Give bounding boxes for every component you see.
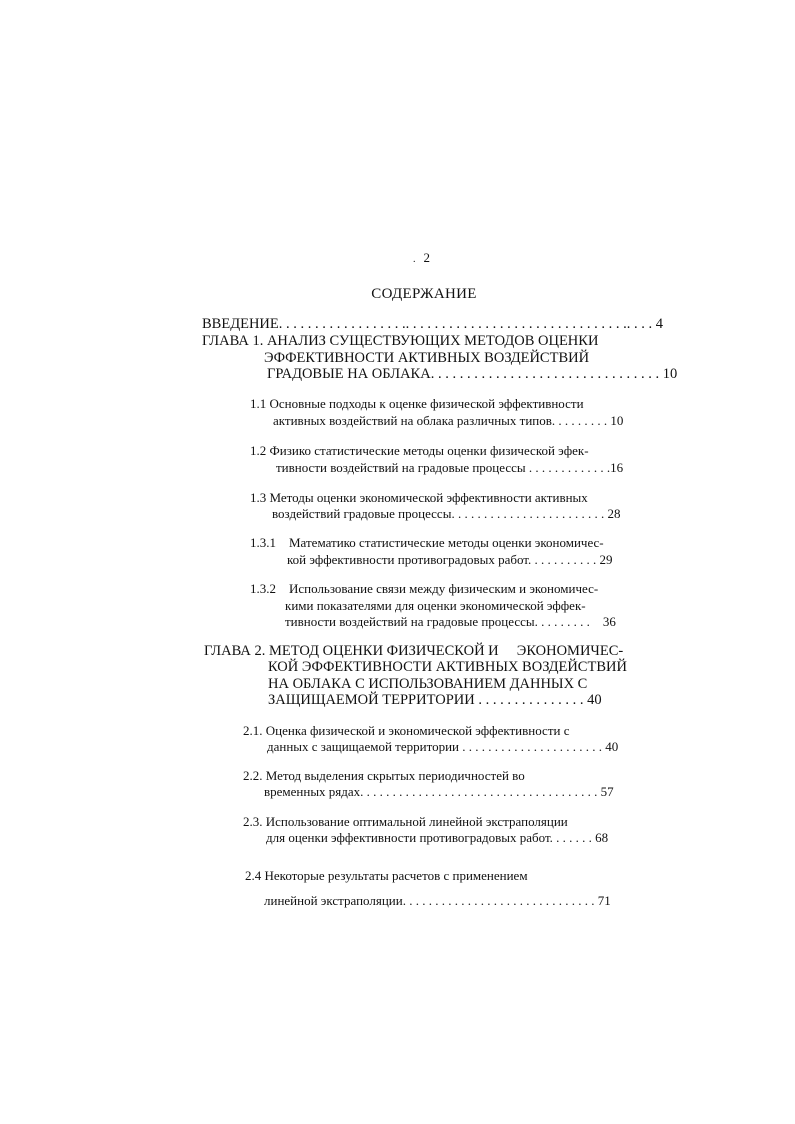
chapter-title-line: ЭФФЕКТИВНОСТИ АКТИВНЫХ ВОЗДЕЙСТВИЙ bbox=[264, 350, 590, 366]
toc-page-number: 4 bbox=[655, 316, 663, 332]
toc-leader-dots: . . . . . . . bbox=[549, 830, 592, 845]
toc-page-number: 68 bbox=[595, 830, 609, 845]
section-number: 1.1 bbox=[250, 396, 267, 411]
section-title-line: Основные подходы к оценке физической эффективности bbox=[269, 396, 584, 411]
chapter-title-line: КОЙ ЭФФЕКТИВНОСТИ АКТИВНЫХ ВОЗДЕЙСТВИЙ bbox=[268, 659, 627, 675]
toc-page-number: 10 bbox=[662, 366, 678, 382]
section-title-line: Математико статистические методы оценки экономичес- bbox=[289, 535, 604, 550]
section-title-last-line bbox=[264, 893, 611, 909]
section-number: 1.2 bbox=[250, 443, 267, 458]
toc-section-1-1 bbox=[250, 396, 584, 412]
toc-page-number: 10 bbox=[610, 413, 624, 428]
section-title-last-line bbox=[264, 784, 614, 800]
page-number bbox=[413, 250, 430, 266]
toc-entry-label: ВВЕДЕНИЕ bbox=[202, 316, 279, 332]
section-title-last-line bbox=[272, 506, 620, 522]
toc-section-2-2 bbox=[243, 768, 525, 784]
section-title-last-line bbox=[276, 460, 623, 476]
section-number: 2.3. bbox=[243, 814, 263, 829]
toc-leader-dots: . . . . . . . . . . . . . . . . . . . . . . . . bbox=[451, 506, 605, 521]
section-title-line: Физико статистические методы оценки физической эфек- bbox=[269, 443, 589, 458]
toc-leader-dots: . . . . . . . . . . . . . . . . . . . . . . . . . . . . . . . . bbox=[430, 366, 660, 382]
section-title-line: кими показателями для оценки экономической эффек- bbox=[285, 598, 586, 613]
toc-page-number: 16 bbox=[610, 460, 624, 475]
chapter-title-line: ГРАДОВЫЕ НА ОБЛАКА bbox=[267, 366, 431, 382]
section-title-line: данных с защищаемой территории bbox=[267, 739, 459, 754]
chapter-title-line: МЕТОД ОЦЕНКИ ФИЗИЧЕСКОЙ И ЭКОНОМИЧЕС- bbox=[268, 643, 624, 659]
toc-page-number: 40 bbox=[587, 692, 602, 708]
section-title-line: активных воздействий на облака различных типов bbox=[273, 413, 552, 428]
chapter-title-last-line bbox=[268, 692, 602, 709]
page-number-mark: . bbox=[413, 254, 416, 265]
chapter-title-line: ЗАЩИЩАЕМОЙ ТЕРРИТОРИИ bbox=[268, 692, 475, 708]
section-number: 2.1. bbox=[243, 723, 263, 738]
section-title-line: временных рядах bbox=[264, 784, 361, 799]
toc-page-number: 28 bbox=[607, 506, 621, 521]
toc-leader-dots: . . . . . . . . . bbox=[551, 413, 608, 428]
chapter-title-line: АНАЛИЗ СУЩЕСТВУЮЩИХ МЕТОДОВ ОЦЕНКИ bbox=[266, 333, 599, 349]
section-title-line: воздействий градовые процессы bbox=[272, 506, 452, 521]
toc-leader-dots: . . . . . . . . . . . . . . . bbox=[478, 692, 584, 708]
toc-page-number: 40 bbox=[605, 739, 619, 754]
section-title-last-line bbox=[287, 552, 613, 568]
toc-leader-dots: . . . . . . . . . . . . . . . . . . . . . . . . . . . . . . bbox=[402, 893, 595, 908]
section-title-line: кой эффективности противоградовых работ bbox=[287, 552, 528, 567]
toc-section-2-1 bbox=[243, 723, 569, 739]
toc-page-number: 71 bbox=[597, 893, 611, 908]
section-title-last-line bbox=[267, 739, 618, 755]
toc-section-1-3-2 bbox=[250, 581, 598, 597]
chapter-number: ГЛАВА 1. bbox=[202, 333, 264, 349]
toc-leader-dots: . . . . . . . . . . . . . . . . . . . . . . . . . . . . . . . . . . . . . bbox=[360, 784, 598, 799]
toc-title: СОДЕРЖАНИЕ bbox=[371, 286, 477, 302]
toc-section-1-2 bbox=[250, 443, 589, 459]
toc-page-number: 57 bbox=[600, 784, 614, 799]
toc-entry-intro bbox=[202, 316, 663, 333]
chapter-title-last-line bbox=[267, 366, 677, 383]
toc-leader-dots: . . . . . . . . . bbox=[534, 614, 590, 629]
toc-chapter-1 bbox=[202, 333, 598, 350]
section-title-line: Использование оптимальной линейной экстраполяции bbox=[265, 814, 568, 829]
section-title-line: Некоторые результаты расчетов с применением bbox=[264, 868, 528, 883]
toc-leader-dots: . . . . . . . . . . . . . . . . . .. . . . . . . . . . . . . . . . . . . . . . . . . . . . . . .. . . . bbox=[278, 316, 653, 332]
section-title-line: линейной экстраполяции bbox=[264, 893, 403, 908]
toc-section-2-3 bbox=[243, 814, 568, 830]
section-title-line: Оценка физической и экономической эффективности с bbox=[265, 723, 570, 738]
section-title-last-line bbox=[266, 830, 608, 846]
section-number: 1.3.2 bbox=[250, 581, 276, 596]
toc-section-1-3 bbox=[250, 490, 588, 506]
toc-section-1-3-1 bbox=[250, 535, 604, 551]
chapter-title-line: НА ОБЛАКА С ИСПОЛЬЗОВАНИЕМ ДАННЫХ С bbox=[268, 676, 588, 692]
section-title-line: Методы оценки экономической эффективности активных bbox=[269, 490, 588, 505]
section-title-line: Метод выделения скрытых периодичностей во bbox=[265, 768, 525, 783]
section-number: 2.2. bbox=[243, 768, 263, 783]
section-title-line: Использование связи между физическим и экономичес- bbox=[289, 581, 599, 596]
section-number: 1.3.1 bbox=[250, 535, 276, 550]
toc-page-number: 29 bbox=[599, 552, 613, 567]
toc-section-2-4 bbox=[245, 868, 528, 884]
section-number: 1.3 bbox=[250, 490, 267, 505]
section-number: 2.4 bbox=[245, 868, 262, 883]
section-title-line: тивности воздействий на градовые процессы bbox=[276, 460, 526, 475]
toc-page-number: 36 bbox=[602, 614, 616, 629]
section-title-line: для оценки эффективности противоградовых работ bbox=[266, 830, 550, 845]
section-title-last-line bbox=[273, 413, 623, 429]
chapter-number: ГЛАВА 2. bbox=[204, 643, 266, 659]
section-title-last-line bbox=[285, 614, 616, 630]
toc-leader-dots: . . . . . . . . . . . . . . . . . . . . . . bbox=[462, 739, 602, 754]
page-number-value: 2 bbox=[423, 250, 430, 265]
toc-leader-dots: . . . . . . . . . . . . . bbox=[528, 460, 611, 475]
toc-leader-dots: . . . . . . . . . . . bbox=[528, 552, 597, 567]
section-title-line: тивности воздействий на градовые процессы bbox=[285, 614, 535, 629]
toc-chapter-2 bbox=[204, 643, 623, 660]
